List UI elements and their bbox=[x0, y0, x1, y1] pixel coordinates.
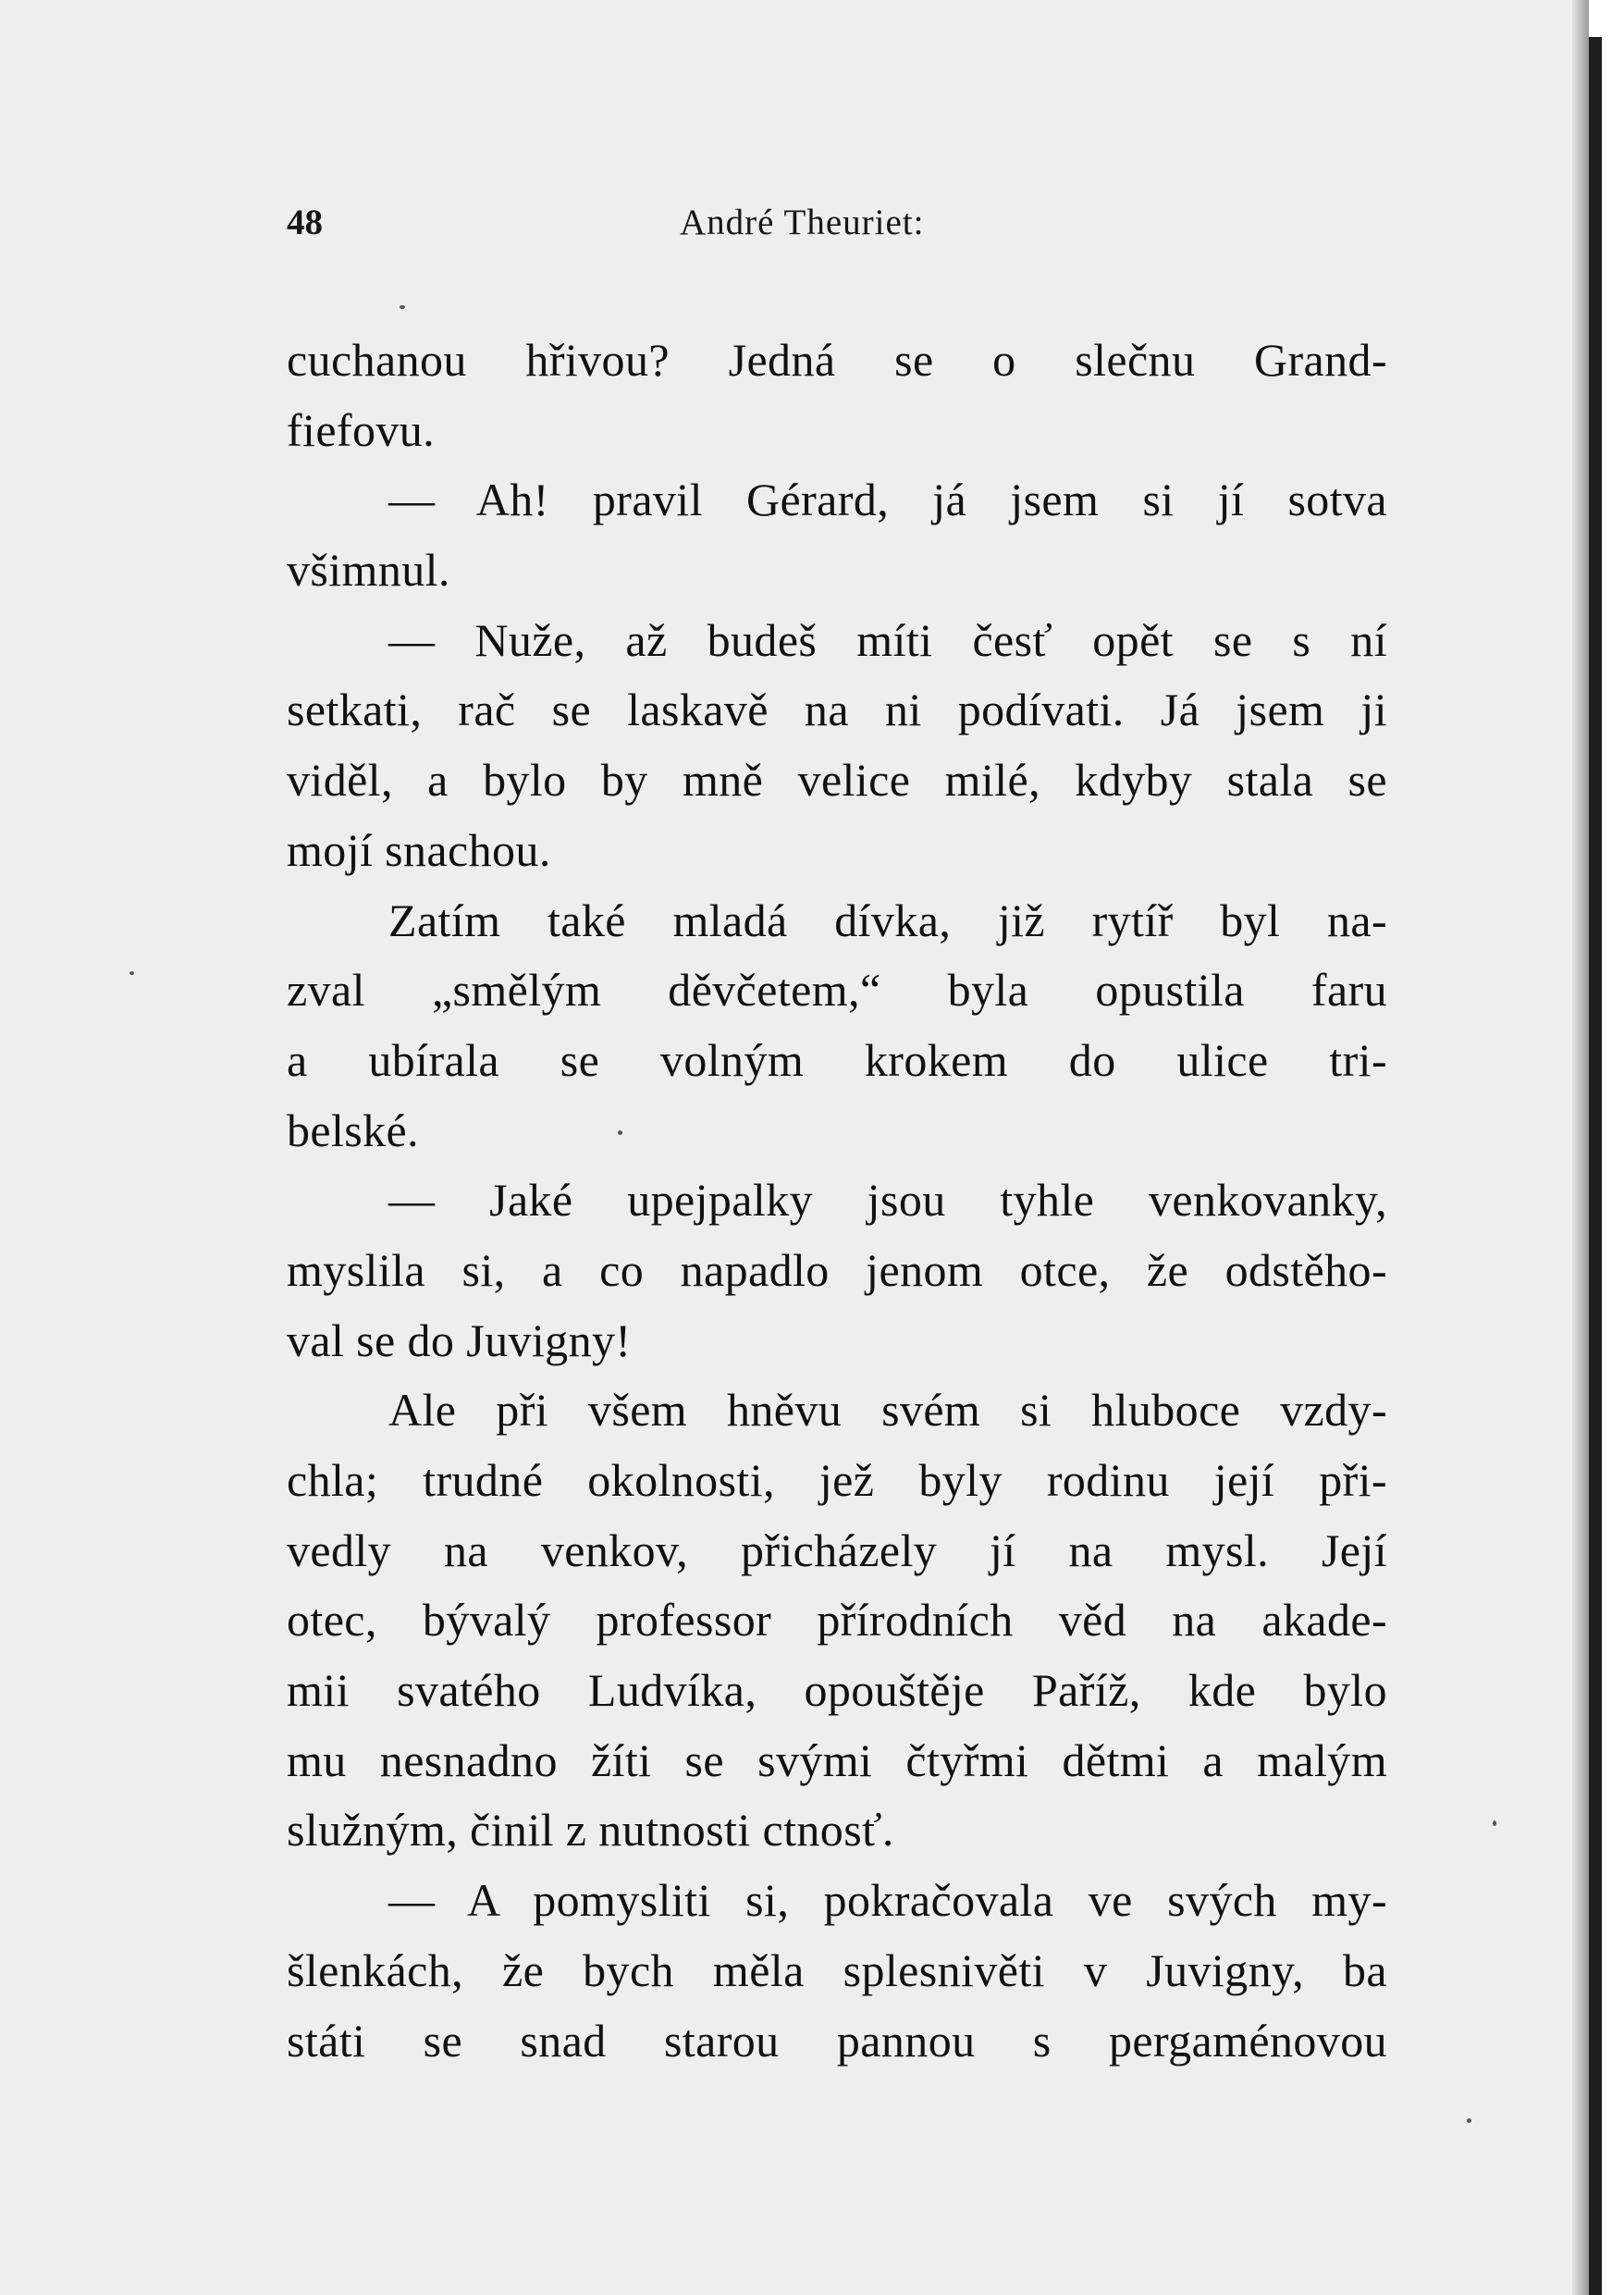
text-line: — Jaké upejpalky jsou tyhle venkovanky, bbox=[388, 1174, 1387, 1227]
text-line: vedly na venkov, přicházely jí na mysl. Její bbox=[287, 1524, 1387, 1576]
text-line: státi se snad starou pannou s pergaménovou bbox=[287, 2014, 1387, 2067]
running-title: André Theuriet: bbox=[680, 203, 925, 242]
scan-speck bbox=[1467, 2118, 1471, 2123]
page-number: 48 bbox=[287, 203, 323, 242]
text-line: myslila si, a co napadlo jenom otce, že odstěho- bbox=[287, 1243, 1387, 1296]
text-line: — Nuže, až budeš míti česť opět se s ní bbox=[388, 613, 1387, 666]
text-line: Zatím také mladá dívka, již rytíř byl na- bbox=[388, 894, 1387, 946]
text-line: chla; trudné okolnosti, jež byly rodinu její při- bbox=[287, 1454, 1387, 1506]
text-line: zval „smělým děvčetem,“ byla opustila faru bbox=[287, 964, 1387, 1017]
text-line: šlenkách, že bych měla splesnivěti v Juvigny, ba bbox=[287, 1943, 1387, 1996]
scan-speck bbox=[400, 305, 405, 309]
text-line: služným, činil z nutnosti ctnosť. bbox=[287, 1804, 894, 1857]
text-line: belské. bbox=[287, 1104, 420, 1156]
text-line: otec, bývalý professor přírodních věd na akade- bbox=[287, 1594, 1387, 1647]
text-line: všimnul. bbox=[287, 544, 450, 597]
scan-speck bbox=[1493, 1820, 1496, 1826]
text-line: mu nesnadno žíti se svými čtyřmi dětmi a malým bbox=[287, 1734, 1387, 1786]
text-line: viděl, a bylo by mně velice milé, kdyby stala se bbox=[287, 754, 1387, 807]
text-line: Ale při všem hněvu svém si hluboce vzdy- bbox=[388, 1384, 1387, 1437]
text-line: mojí snachou. bbox=[287, 823, 551, 876]
page-edge bbox=[1589, 37, 1602, 2295]
text-line: val se do Juvigny! bbox=[287, 1314, 632, 1366]
text-line: fiefovu. bbox=[287, 403, 436, 456]
running-header bbox=[287, 202, 1387, 257]
text-line: cuchanou hřivou? Jedná se o slečnu Grand- bbox=[287, 334, 1387, 386]
body-text bbox=[287, 326, 1387, 2076]
text-line: — Ah! pravil Gérard, já jsem si jí sotva bbox=[388, 474, 1387, 526]
scan-speck bbox=[618, 1130, 622, 1135]
text-line: a ubírala se volným krokem do ulice tri- bbox=[287, 1033, 1387, 1086]
text-line: — A pomysliti si, pokračovala ve svých my- bbox=[388, 1874, 1387, 1927]
page-edge-shadow bbox=[1572, 0, 1589, 2295]
text-line: mii svatého Ludvíka, opouštěje Paříž, kde bylo bbox=[287, 1664, 1387, 1717]
scan-speck bbox=[129, 971, 134, 975]
text-line: setkati, rač se laskavě na ni podívati. Já jsem ji bbox=[287, 684, 1387, 736]
